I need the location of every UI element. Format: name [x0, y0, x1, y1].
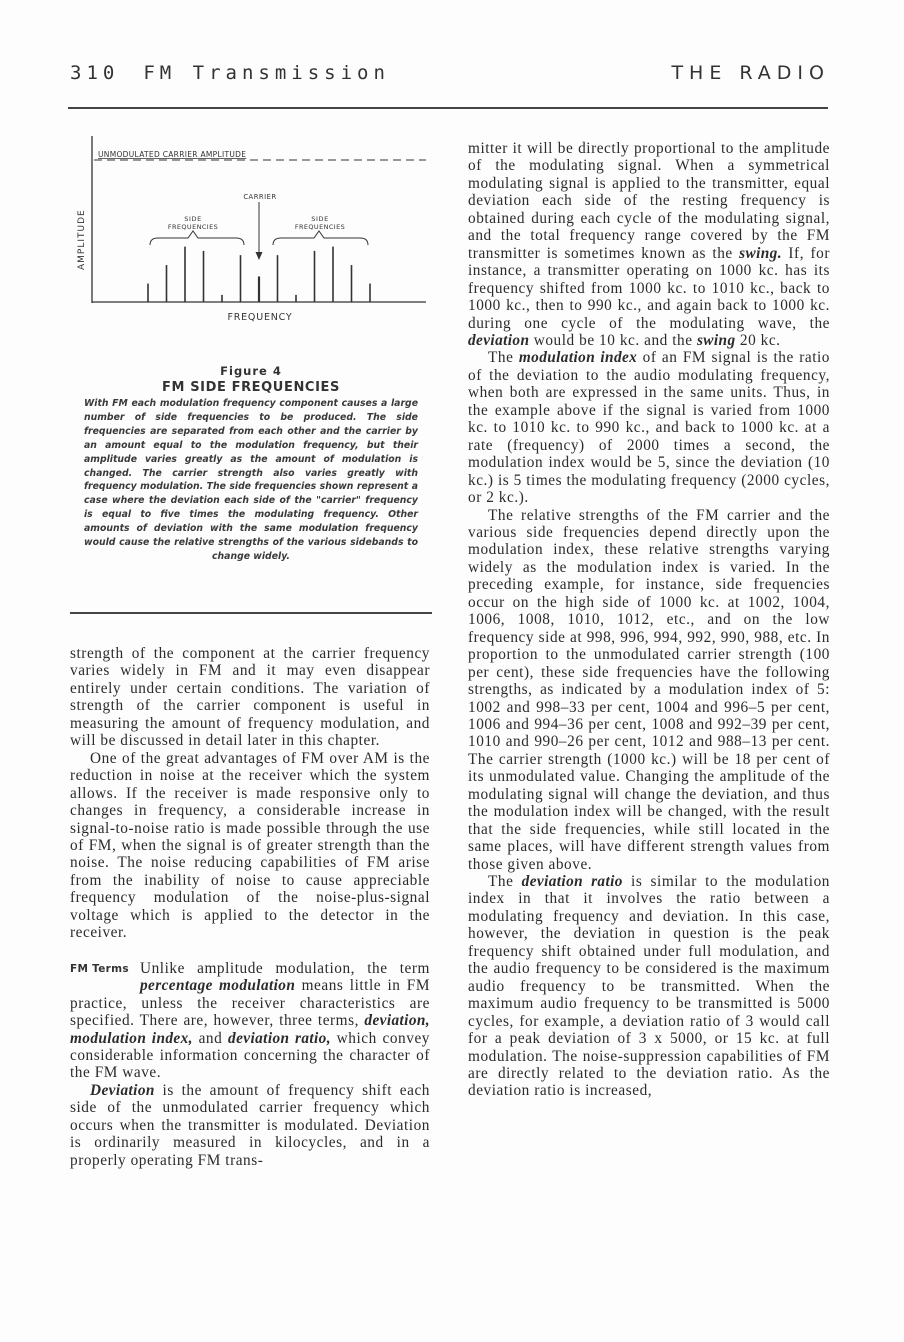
side-right-brace: [273, 231, 368, 245]
running-head-left: [70, 62, 390, 84]
figure-number: Figure 4: [220, 364, 282, 378]
paragraph-fm-terms: FM Terms Unlike amplitude modulation, the term percentage modulation means little in FM practice, unless the receiver characteristics are specified. There are, however, three terms, deviation, modulation index, and deviation ratio, which convey considerable information concerning the character of the FM wave.: [70, 959, 431, 1082]
spectrum-diagram: [70, 128, 432, 328]
paragraph-deviation: Deviation is the amount of frequency shift each side of the unmodulated carrier frequency which occurs when the transmitter is modulated. Deviation is ordinarily measured in kilocycles, and in a properly operating FM trans-: [70, 1081, 430, 1169]
figure-rule: [70, 612, 432, 614]
carrier-label: CARRIER: [243, 193, 277, 201]
paragraph: One of the great advantages of FM over AM is the reduction in noise at the receiver which the system allows. If the receiver is made responsive only to changes in frequency, a considerable increase in signal-to-noise ratio is made possible through the use of FM, when the signal is of greater strength than the noise. The noise reducing capabilities of FM arise from the inability of noise to cause appreciable frequency modulation of the noise-plus-signal voltage which is applied to the detector in the receiver.: [70, 749, 430, 942]
paragraph-deviation-ratio: The deviation ratio is similar to the modulation index in that it involves the ratio between a modulating frequency and deviation. In this case, however, the deviation in question is the peak frequency shift obtained under full modulation, and the audio frequency to be considered is the maximum audio frequency to be transmitted. When the maximum audio frequency to be transmitted is 5000 cycles, for example, a deviation ratio of 3 would call for a peak deviation of 3 x 5000, or 15 kc. at full modulation. The noise-suppression capabilities of FM are directly related to the deviation ratio. As the deviation ratio is increased,: [468, 873, 830, 1100]
page-number: 310: [70, 62, 120, 84]
paragraph: strength of the component at the carrier frequency varies widely in FM and it may even disappear entirely under certain conditions. The variation of strength of the carrier component is useful in measuring the amount of frequency modulation, and will be discussed in detail later in this chapter.: [70, 645, 430, 750]
running-head: [70, 62, 830, 92]
carrier-arrow-head: [256, 252, 263, 260]
left-column: [70, 645, 430, 1169]
figure-title: FM SIDE FREQUENCIES: [162, 380, 340, 395]
side-head-fm-terms: FM Terms: [70, 962, 129, 975]
figure-caption: With FM each modulation frequency component causes a large number of side frequencies to be produced. The side frequencies are separated from each other and the carrier by an amount equal to the modulation frequency, but their amplitude varies greatly as the amount of modulation is changed. The carrier strength also varies greatly with frequency modulation. The side frequencies shown represent a case where the deviation each side of the "carrier" frequency is equal to five times the modulating frequency. Other amounts of deviation with the same modulation frequency would cause the relative strengths of the various sidebands to change widely.: [84, 398, 418, 562]
side-right-label-1: SIDE: [311, 215, 329, 223]
y-axis-label: AMPLITUDE: [77, 209, 87, 270]
paragraph-modulation-index: The modulation index of an FM signal is the ratio of the deviation to the audio modulating frequency, when both are expressed in the same units. Thus, in the example above if the signal is varied from 1000 kc. to 1010 kc. to 990 kc., and back to 1000 kc. at a rate (frequency) of 2000 times a second, the modulation index would be 5, since the deviation (10 kc.) is 5 times the modulating frequency (2000 cycles, or 2 kc.).: [468, 349, 830, 507]
term-list: deviation, modulation index,: [70, 1012, 430, 1047]
term-swing: swing.: [739, 244, 782, 262]
book-title: THE RADIO: [671, 62, 830, 84]
section-title: FM Transmission: [143, 62, 390, 84]
side-left-brace: [150, 231, 244, 245]
figure-4: [70, 128, 432, 564]
unmodulated-label: UNMODULATED CARRIER AMPLITUDE: [98, 150, 247, 159]
right-column: [468, 140, 830, 1100]
figure-caption-block: [70, 364, 432, 564]
term-percentage-modulation: percentage modulation: [140, 977, 296, 995]
term-deviation-ratio: deviation ratio: [521, 873, 623, 891]
term-modulation-index: modulation index: [518, 349, 638, 367]
side-left-label-2: FREQUENCIES: [167, 223, 219, 231]
paragraph: The relative strengths of the FM carrier and the various side frequencies depend directly upon the modulation index, these relative strengths varying widely as the modulation index is varied. In the preceding example, for instance, side frequencies occur on the high side of 1000 kc. at 1002, 1004, 1006, 1008, 1010, 1012, etc., and on the low frequency side at 998, 996, 994, 992, 990, 988, etc. In proportion to the unmodulated carrier strength (100 per cent), these side frequencies have the following strengths, as indicated by a modulation index of 5: 1002 and 998–33 per cent, 1004 and 996–5 per cent, 1006 and 994–36 per cent, 1008 and 992–39 per cent, 1010 and 990–26 per cent, 1012 and 988–13 per cent. The carrier strength (1000 kc.) will be 18 per cent of its unmodulated value. Changing the amplitude of the modulating signal will change the deviation, and thus the modulation index will be changed, with the result that the side frequencies, while still located in the same places, will have different strength values from those given above.: [468, 506, 830, 873]
side-left-label-1: SIDE: [184, 215, 202, 223]
term-swing: swing: [696, 331, 736, 349]
header-rule: [68, 107, 828, 109]
term-deviation-ratio: deviation ratio,: [228, 1029, 331, 1047]
paragraph: mitter it will be directly proportional to the amplitude of the modulating signal. When a symmetrical modulating signal is applied to the transmitter, equal deviation each side of the resting frequency is obtained during each cycle of the modulating signal, and the total frequency range covered by the FM transmitter is sometimes known as the swing. If, for instance, a transmitter operating on 1000 kc. has its frequency shifted from 1000 kc. to 1010 kc., back to 1000 kc., then to 990 kc., and again back to 1000 kc. during one cycle of the modulating wave, the deviation would be 10 kc. and the swing 20 kc.: [468, 140, 830, 349]
side-right-label-2: FREQUENCIES: [294, 223, 346, 231]
x-axis-label: FREQUENCY: [227, 312, 293, 323]
term-deviation: Deviation: [90, 1081, 155, 1099]
term-deviation: deviation: [468, 331, 530, 349]
